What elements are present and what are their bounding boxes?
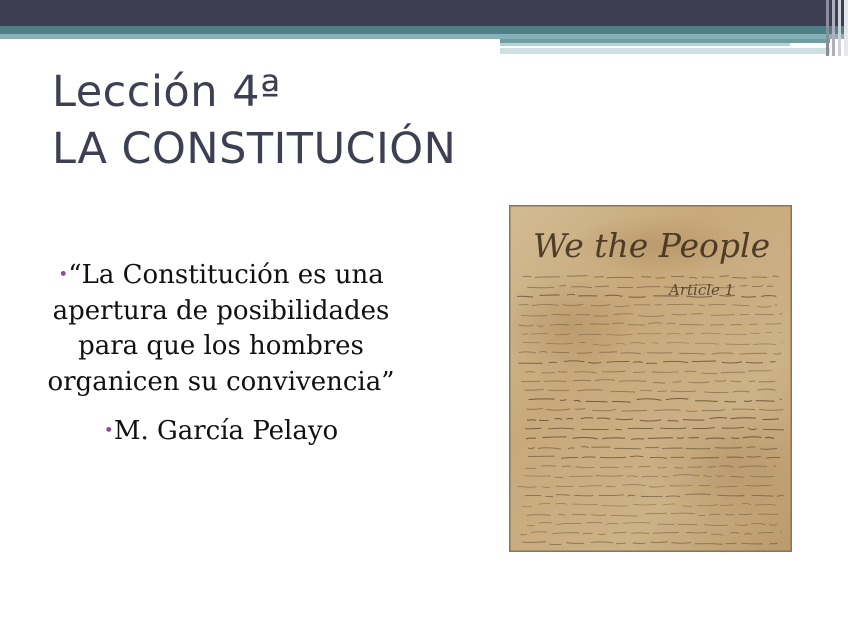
bullet-icon: •: [103, 421, 114, 441]
we-the-people-heading: We the People: [533, 226, 771, 265]
quote-text: “La Constitución es una apertura de posibilidades para que los hombres organicen su convivencia”: [47, 260, 395, 397]
banner-stripe: [832, 0, 835, 56]
top-banner: [0, 0, 848, 60]
banner-accent-band: [500, 48, 830, 54]
banner-teal-band: [0, 26, 848, 34]
bullet-icon: •: [58, 265, 69, 285]
author-text: M. García Pelayo: [113, 416, 339, 446]
title-line-1: Lección 4ª: [52, 67, 281, 117]
banner-accent-band: [500, 43, 790, 46]
title-line-2: LA CONSTITUCIÓN: [52, 124, 457, 174]
slide-title: [52, 64, 672, 178]
constitution-document-image: [509, 205, 792, 552]
quote-bullet: [40, 258, 402, 400]
slide-body: [40, 258, 402, 450]
banner-dark-band: [0, 0, 848, 26]
banner-stripe: [838, 0, 841, 56]
article-heading: Article 1: [669, 281, 735, 299]
parchment-image: [509, 205, 792, 552]
banner-stripe: [844, 0, 848, 56]
author-bullet: [40, 414, 402, 450]
banner-stripe: [826, 0, 829, 56]
